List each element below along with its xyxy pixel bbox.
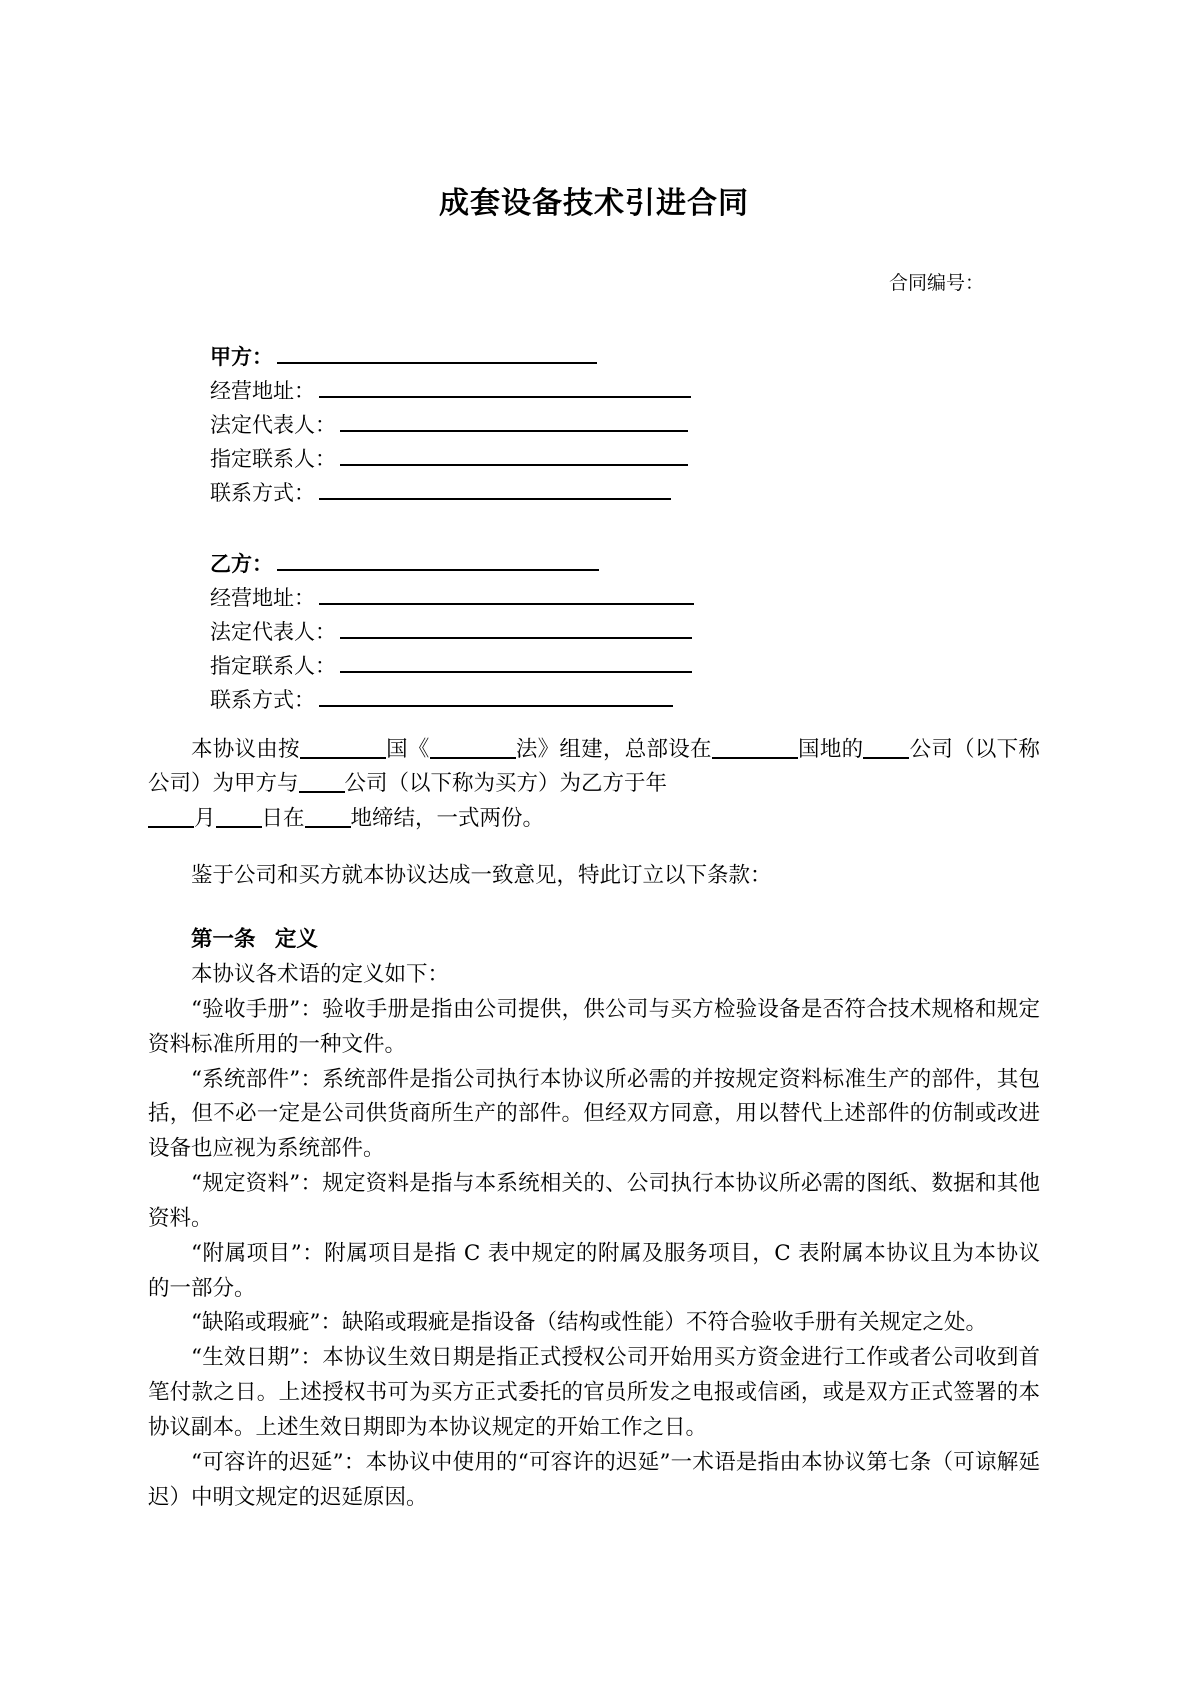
contract-number-label: 合同编号： bbox=[888, 272, 984, 294]
definition-system-components: “系统部件”：系统部件是指公司执行本协议所必需的并按规定资料标准生产的部件，其包括，但不必一定是公司供货商所生产的部件。但经双方同意，用以替代上述部件的仿制或改进设备也应视为系统部件。 bbox=[148, 1066, 1040, 1162]
party-b-contact-person-row bbox=[210, 646, 1040, 677]
party-a-legal-rep-input[interactable] bbox=[340, 429, 688, 432]
party-b-contact-method-input[interactable] bbox=[319, 704, 673, 707]
party-b-name-row bbox=[210, 544, 1040, 575]
preamble-blank-country-1[interactable] bbox=[300, 757, 386, 759]
party-b-legal-rep-input[interactable] bbox=[340, 636, 692, 639]
definition-specified-data: “规定资料”：规定资料是指与本系统相关的、公司执行本协议所必需的图纸、数据和其他资料。 bbox=[148, 1171, 1040, 1231]
party-b-contact-person-label: 指定联系人： bbox=[210, 653, 336, 678]
article-one-intro: 本协议各术语的定义如下： bbox=[191, 962, 450, 988]
party-a-name-label: 甲方： bbox=[210, 344, 273, 369]
party-b-name-label: 乙方： bbox=[210, 551, 273, 576]
party-a-contact-method-input[interactable] bbox=[319, 497, 671, 500]
preamble-text-4: 国 bbox=[797, 736, 820, 762]
preamble-text-11: 地缔结，一式两份。 bbox=[350, 806, 545, 832]
party-a-block bbox=[148, 337, 1040, 504]
preamble-text-8: 年 bbox=[645, 771, 668, 797]
preamble-blank-day[interactable] bbox=[216, 826, 262, 828]
party-a-name-row bbox=[210, 337, 1040, 368]
party-a-address-label: 经营地址： bbox=[210, 378, 315, 403]
whereas-paragraph: 鉴于公司和买方就本协议达成一致意见，特此订立以下条款： bbox=[191, 863, 772, 889]
party-b-contact-person-input[interactable] bbox=[340, 670, 692, 673]
party-b-address-label: 经营地址： bbox=[210, 585, 315, 610]
definition-ancillary-items: “附属项目”：附属项目是指 C 表中规定的附属及服务项目，C 表附属本协议且为本协议的一部分。 bbox=[148, 1240, 1040, 1301]
preamble-blank-company-2[interactable] bbox=[299, 791, 345, 793]
preamble-text-10: 日在 bbox=[261, 806, 305, 832]
party-a-contact-person-row bbox=[210, 439, 1040, 470]
party-b-contact-method-row bbox=[210, 680, 1040, 711]
party-a-contact-method-label: 联系方式： bbox=[210, 480, 315, 505]
party-a-contact-person-input[interactable] bbox=[340, 463, 688, 466]
preamble-text-6: 公司（以下称公司）为甲方与 bbox=[148, 736, 1040, 797]
article-one-number: 第一条 bbox=[191, 926, 256, 952]
contract-number-row bbox=[148, 270, 1040, 297]
preamble-text-1: 本协议由按 bbox=[191, 736, 300, 762]
party-a-address-row bbox=[210, 371, 1040, 402]
party-b-legal-rep-label: 法定代表人： bbox=[210, 619, 336, 644]
party-a-contact-person-label: 指定联系人： bbox=[210, 446, 336, 471]
preamble-blank-law[interactable] bbox=[430, 757, 516, 759]
preamble-blank-place[interactable] bbox=[305, 826, 351, 828]
page-title: 成套设备技术引进合同 bbox=[439, 186, 749, 221]
preamble-text-3: 法》组建，总部设在 bbox=[515, 736, 712, 762]
party-a-address-input[interactable] bbox=[319, 395, 691, 398]
party-a-contact-method-row bbox=[210, 473, 1040, 504]
preamble-text-2: 国《 bbox=[385, 736, 430, 762]
party-a-legal-rep-label: 法定代表人： bbox=[210, 412, 336, 437]
preamble-blank-month[interactable] bbox=[148, 826, 194, 828]
definition-acceptance-manual: “验收手册”：验收手册是指由公司提供，供公司与买方检验设备是否符合技术规格和规定资料标准所用的一种文件。 bbox=[148, 996, 1040, 1057]
definition-defects: “缺陷或瑕疵”：缺陷或瑕疵是指设备（结构或性能）不符合验收手册有关规定之处。 bbox=[191, 1310, 987, 1336]
article-one-body bbox=[148, 958, 1040, 1515]
party-b-address-input[interactable] bbox=[319, 602, 694, 605]
preamble-date-line bbox=[148, 802, 1040, 837]
party-b-legal-rep-row bbox=[210, 612, 1040, 643]
party-b-name-input[interactable] bbox=[277, 568, 599, 571]
definition-effective-date: “生效日期”：本协议生效日期是指正式授权公司开始用买方资金进行工作或者公司收到首笔付款之日。上述授权书可为买方正式委托的官员所发之电报或信函，或是双方正式签署的本协议副本。上述生效日期即为本协议规定的开始工作之日。 bbox=[148, 1345, 1040, 1440]
party-a-legal-rep-row bbox=[210, 405, 1040, 436]
preamble-paragraph bbox=[148, 733, 1040, 803]
party-a-name-input[interactable] bbox=[277, 361, 597, 364]
article-one-title: 定义 bbox=[274, 926, 318, 952]
preamble-blank-company-1[interactable] bbox=[863, 757, 909, 759]
party-b-block bbox=[148, 544, 1040, 711]
party-b-contact-method-label: 联系方式： bbox=[210, 687, 315, 712]
preamble-blank-country-2[interactable] bbox=[712, 757, 798, 759]
party-b-address-row bbox=[210, 578, 1040, 609]
preamble-text-7: 公司（以下称为买方）为乙方于 bbox=[344, 771, 646, 797]
preamble-text-5: 地的 bbox=[819, 736, 864, 762]
definition-permissible-delay: “可容许的迟延”：本协议中使用的“可容许的迟延”一术语是指由本协议第七条（可谅解延迟）中明文规定的迟延原因。 bbox=[148, 1449, 1040, 1510]
preamble-text-9: 月 bbox=[194, 806, 216, 832]
article-one-heading bbox=[148, 924, 1040, 956]
